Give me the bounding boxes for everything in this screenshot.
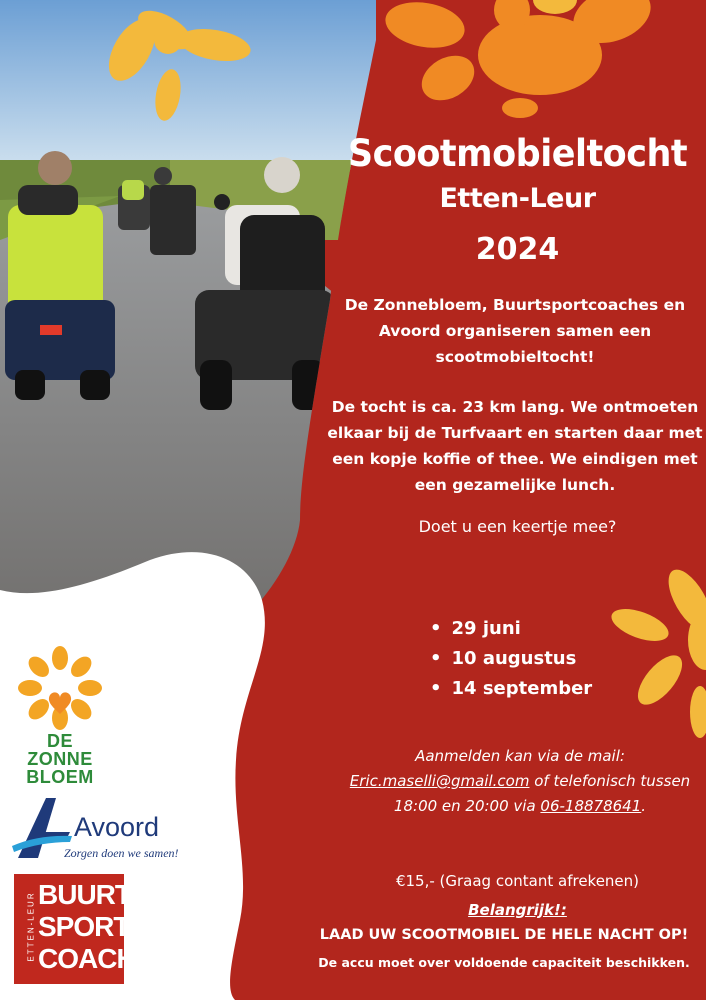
buurtsportcoach-logo [14,874,136,984]
intro-line: De Zonnebloem, Buurtsportcoaches en [344,296,686,314]
details-line: elkaar bij de Turfvaart en starten daar met [327,424,703,442]
dates-list [430,614,592,704]
intro-paragraph [300,292,706,370]
price-text: €15,- (Graag contant afrekenen) [395,872,640,890]
signup-text: of telefonisch tussen [529,772,691,790]
avoord-logo-name: Avoord [74,812,160,842]
flyer-title: Scootmobieltocht [347,132,688,176]
details-paragraph [300,394,706,498]
date-item: • 10 augustus [430,644,592,674]
details-line: een kopje koffie of thee. We eindigen met [332,450,698,468]
battery-note: De accu moet over voldoende capaciteit beschikken. [318,955,690,970]
invitation-question: Doet u een keertje mee? [418,517,617,536]
signup-line [310,794,706,819]
signup-line: Aanmelden kan via de mail: [415,747,625,765]
signup-info [310,744,706,819]
date-item: • 29 juni [430,614,592,644]
intro-line: Avoord organiseren samen een [378,322,652,340]
phone-link[interactable]: 06-18878641 [540,797,642,815]
flyer-year: 2024 [475,232,560,267]
important-label: Belangrijk!: [468,901,567,919]
flower-top-right-icon [382,0,659,118]
intro-line: scootmobieltocht! [435,348,595,366]
details-line: een gezamelijke lunch. [414,476,616,494]
flower-right-icon [607,563,706,738]
details-line: De tocht is ca. 23 km lang. We ontmoeten [331,398,699,416]
signup-line [310,769,706,794]
bsc-word: COACH [38,943,136,974]
zonnebloem-line: ZONNE [27,749,93,769]
zonnebloem-line: DE [46,731,73,751]
zonnebloem-line: BLOEM [26,767,94,787]
zonnebloem-logo-text [12,732,108,786]
avoord-logo-tagline: Zorgen doen we samen! [64,846,179,860]
bsc-side-text: ETTEN-LEUR [26,891,36,962]
date-item: • 14 september [430,674,592,704]
flyer-subtitle: Etten-Leur [439,183,596,214]
bsc-word: SPORT [38,911,130,942]
email-link[interactable]: Eric.maselli@gmail.com [349,772,530,790]
bsc-word: BUURT [38,879,131,910]
signup-text: 18:00 en 20:00 via [393,797,541,815]
signup-text: . [641,797,647,815]
charge-warning: LAAD UW SCOOTMOBIEL DE HELE NACHT OP! [319,927,689,943]
